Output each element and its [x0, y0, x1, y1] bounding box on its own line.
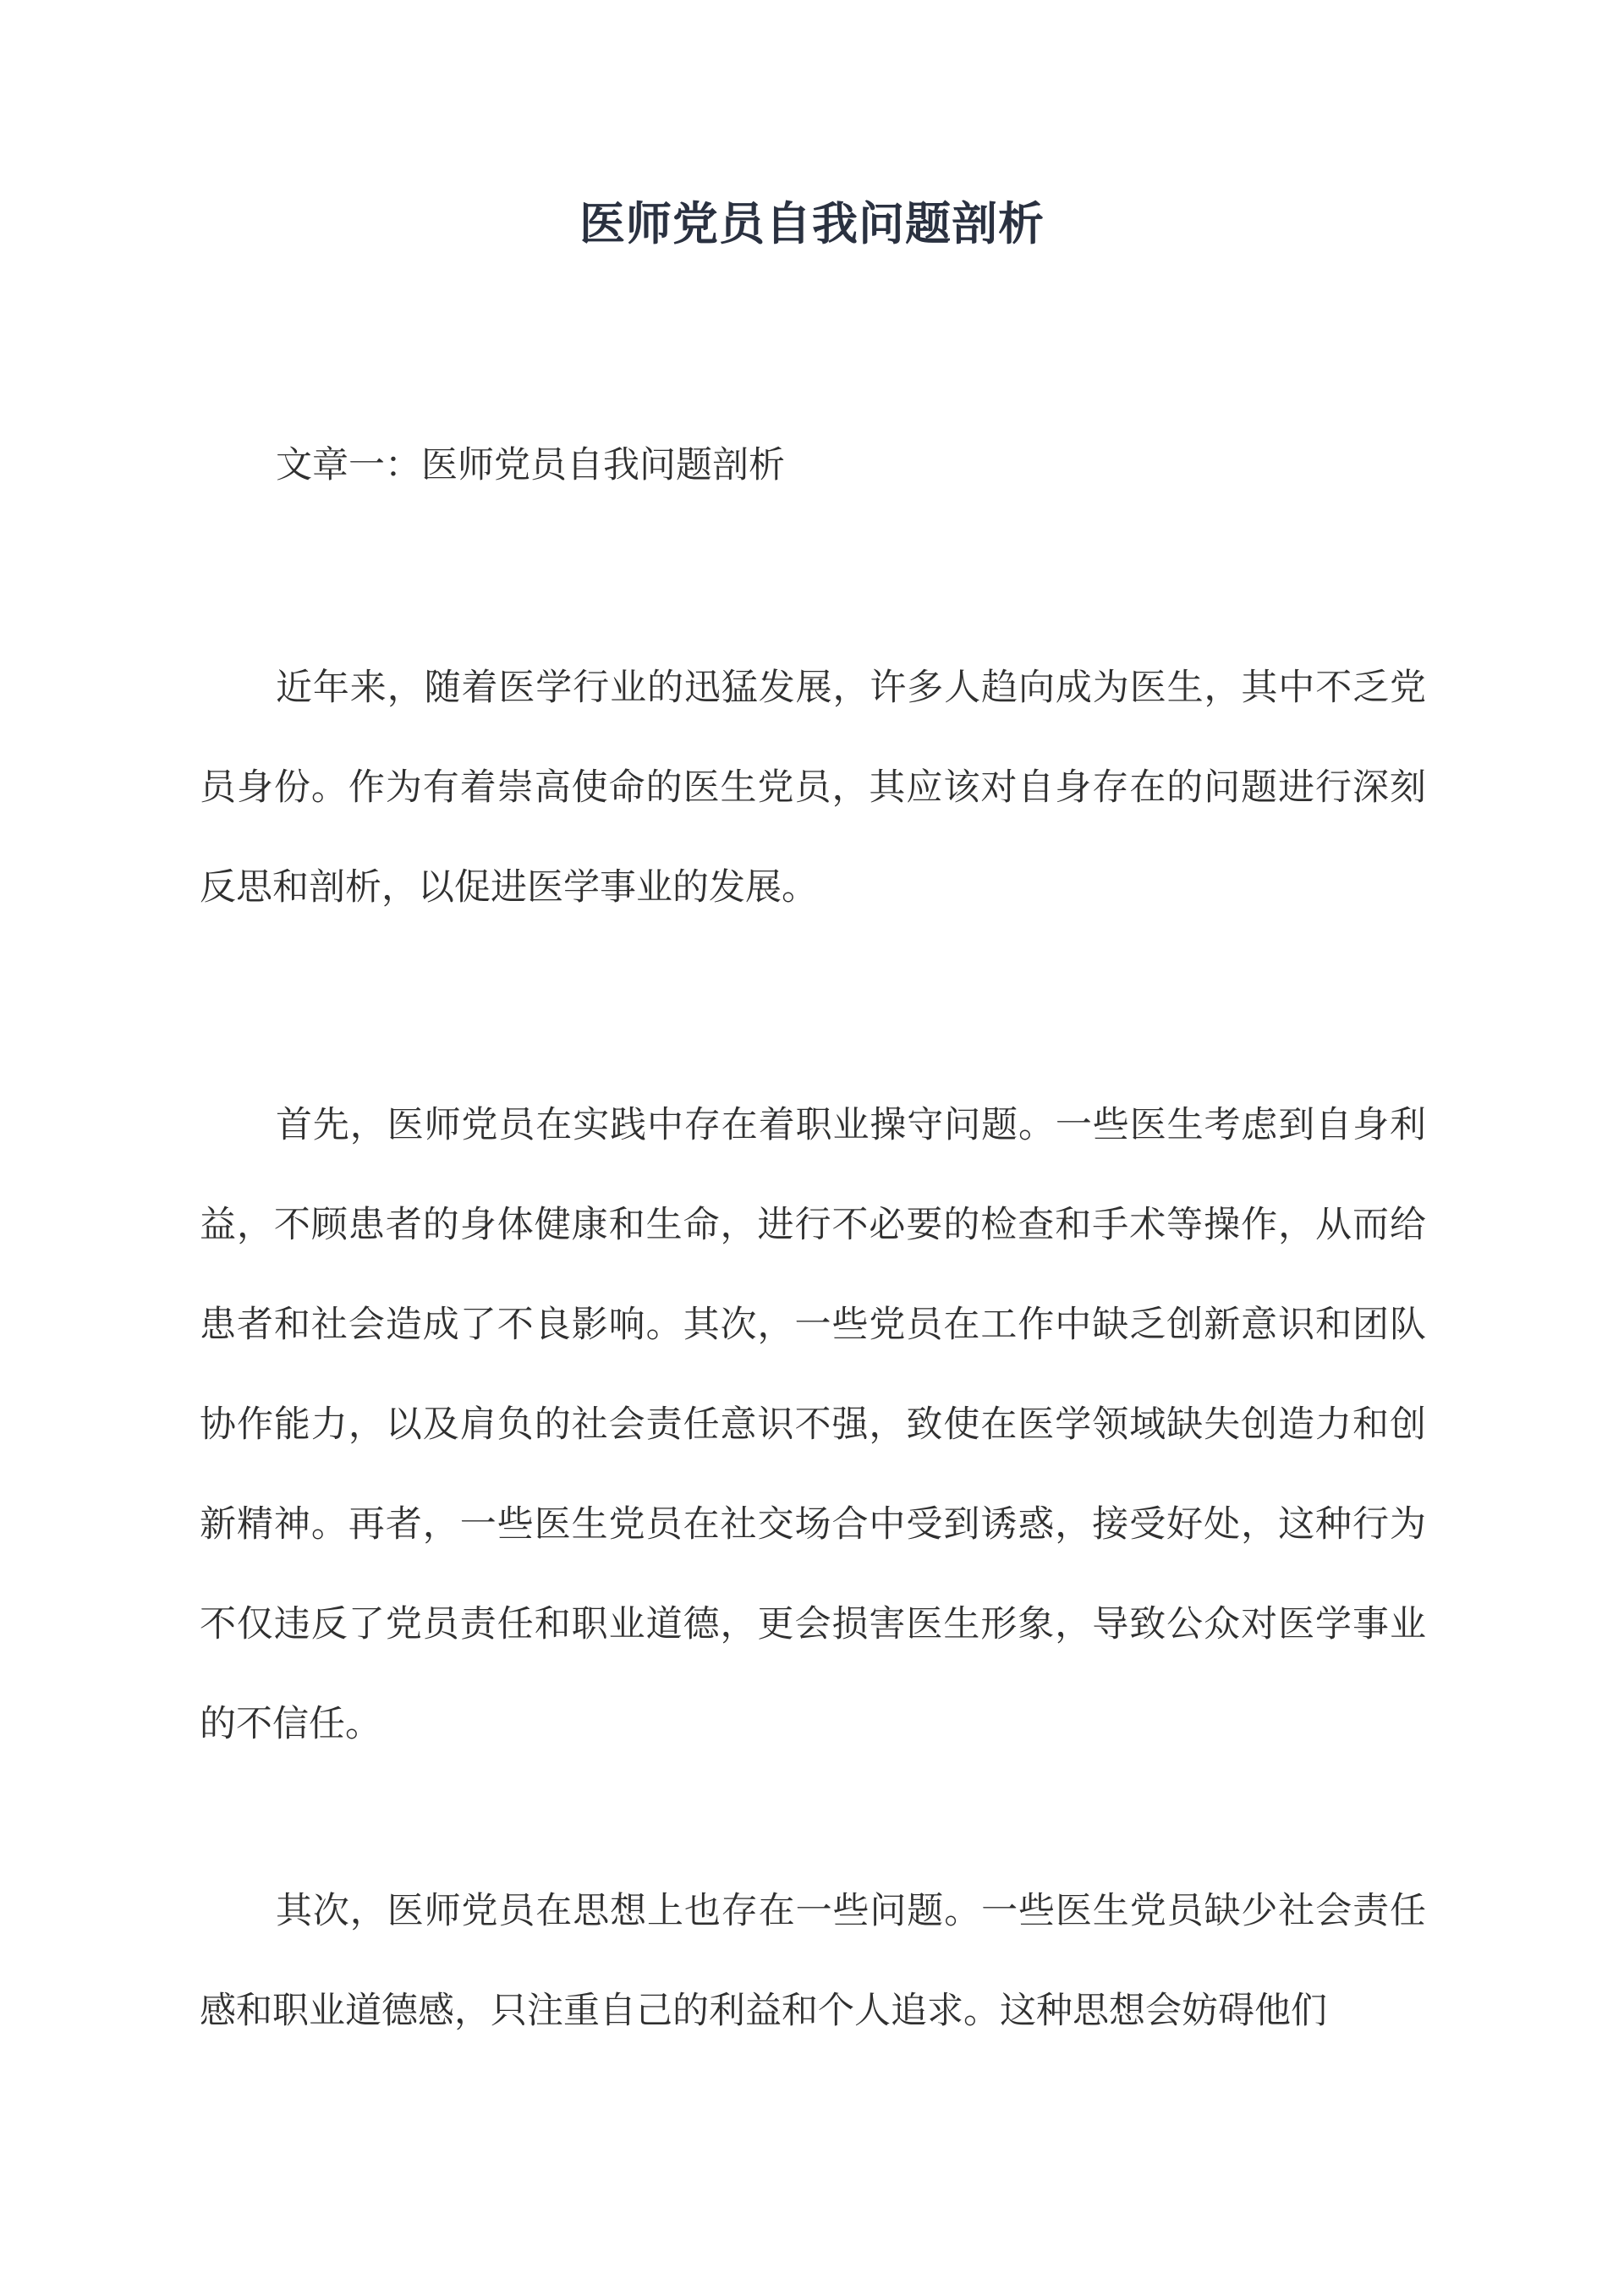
article-heading: 文章一：医师党员自我问题剖析	[276, 444, 785, 486]
paragraph-3: 其次，医师党员在思想上也存在一些问题。一些医生党员缺少社会责任感和职业道德感，只注重自己的利益和个人追求。这种思想会妨碍他们	[200, 1890, 1426, 2032]
paragraph-2: 首先，医师党员在实践中存在着职业操守问题。一些医生考虑到自身利益，不顾患者的身体健康和生命，进行不必要的检查和手术等操作，从而给患者和社会造成了不良影响。其次，一些党员在工作中缺乏创新意识和团队协作能力，以及肩负的社会责任意识不强，致使在医学领域缺失创造力和创新精神。再者，一些医生党员在社交场合中受到诱惑，接受好处，这种行为不仅违反了党员责任和职业道德，更会损害医生形象，导致公众对医学事业的不信任。	[200, 1104, 1426, 1745]
document-title: 医师党员自我问题剖析	[579, 196, 1045, 250]
paragraph-1: 近年来，随着医学行业的迅猛发展，许多人趋向成为医生，其中不乏党员身份。作为有着崇高使命的医生党员，其应该对自身存在的问题进行深刻反思和剖析，以促进医学事业的发展。	[200, 667, 1426, 909]
